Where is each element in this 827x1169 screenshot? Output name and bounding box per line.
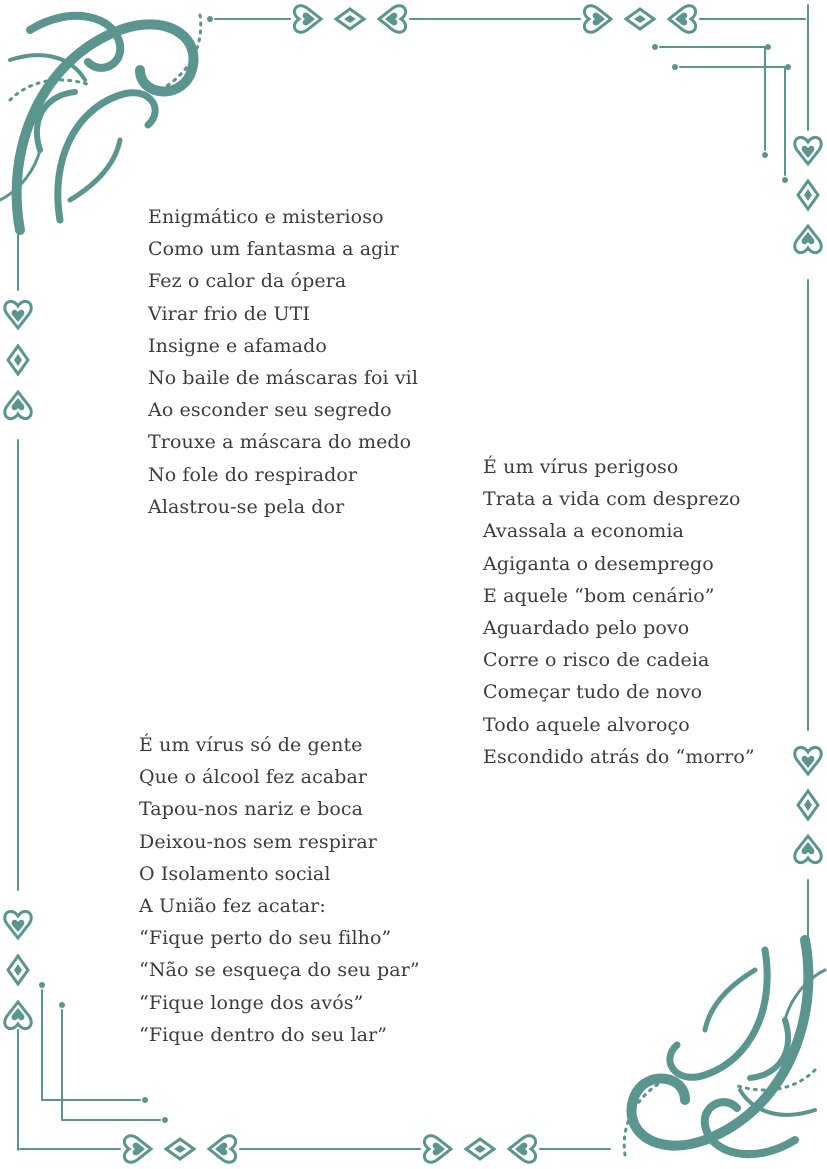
poem-line: Trata a vida com desprezo	[483, 488, 741, 511]
heart-diamond-icon	[795, 747, 821, 862]
poem-line: Alastrou-se pela dor	[148, 495, 345, 518]
poem-line: Trouxe a máscara do medo	[148, 431, 412, 454]
flourish-icon	[624, 940, 825, 1155]
heart-diamond-icon	[5, 911, 31, 1028]
stanza-1	[148, 201, 418, 523]
poem-line: Avassala a economia	[483, 520, 684, 543]
poem-line: “Fique longe dos avós”	[139, 991, 364, 1014]
poem-line: Tapou-nos nariz e boca	[139, 798, 364, 821]
heart-diamond-icon	[424, 1136, 535, 1162]
poem-line: Como um fantasma a agir	[148, 238, 399, 261]
poem-line: Escondido atrás do “morro”	[483, 745, 755, 768]
heart-diamond-icon	[5, 301, 31, 418]
poem-line: Agiganta o desemprego	[483, 552, 714, 575]
poem-line: E aquele “bom cenário”	[483, 584, 715, 607]
poem-line: Fez o calor da ópera	[148, 270, 347, 293]
flourish-icon	[0, 15, 201, 230]
poem-line: Deixou-nos sem respirar	[139, 830, 377, 853]
poem-line: Aguardado pelo povo	[483, 617, 690, 640]
poem-line: É um vírus perigoso	[483, 456, 679, 478]
poem-line: “Não se esqueça do seu par”	[139, 959, 420, 982]
poem-line: O Isolamento social	[139, 862, 331, 885]
poem-line: No fole do respirador	[148, 463, 358, 486]
poem-line: É um vírus só de gente	[139, 734, 363, 756]
poem-line: Virar frio de UTI	[148, 302, 311, 325]
poem-line: Corre o risco de cadeia	[483, 649, 710, 672]
poem-line: No baile de máscaras foi vil	[148, 367, 419, 390]
poem-line: A União fez acatar:	[139, 895, 326, 918]
stanza-2	[483, 451, 755, 773]
poem-line: “Fique dentro do seu lar”	[139, 1023, 388, 1046]
heart-diamond-icon	[584, 6, 695, 32]
poem-line: Insigne e afamado	[148, 334, 327, 357]
stanza-3	[139, 729, 420, 1051]
heart-diamond-icon	[124, 1136, 235, 1162]
poem-line: Todo aquele alvoroço	[483, 713, 690, 736]
poem-line: “Fique perto do seu filho”	[139, 927, 392, 950]
heart-diamond-icon	[795, 137, 821, 252]
heart-diamond-icon	[294, 6, 405, 32]
poem-line: Ao esconder seu segredo	[148, 399, 392, 422]
poem-line: Que o álcool fez acabar	[139, 766, 368, 789]
poem-line: Começar tudo de novo	[483, 681, 703, 704]
poem-line: Enigmático e misterioso	[148, 206, 384, 228]
